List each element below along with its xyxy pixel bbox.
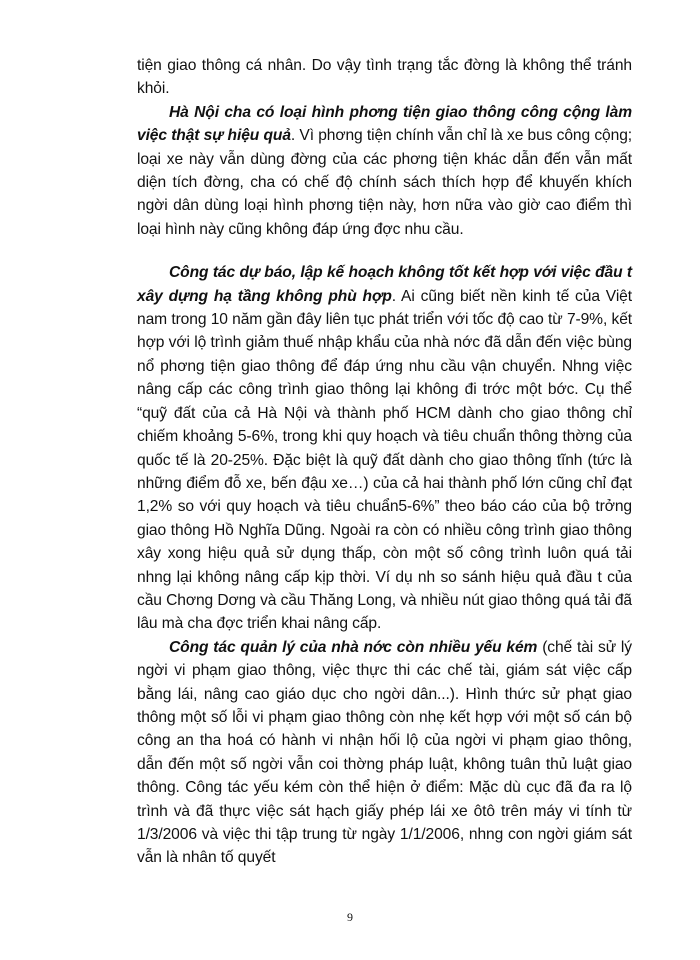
paragraph-3-heading: Công tác dự báo, lập kế hoạch không tốt kết hợp với việc đầu t xây dựng hạ tầng không phù hợp [137, 264, 632, 305]
page-number: 9 [347, 910, 353, 924]
paragraph-3-body: . Ai cũng biết nền kinh tế của Việt nam trong 10 năm gần đây liên tục phát triển với tốc độ cao từ 7-9%, kết hợp với lộ trình giảm thuế nhập khẩu của nhà nớc đã dẫn đến việc bùng nổ phơng tiện giao thông để đáp ứng nhu cầu vận chuyển. Nhng việc nâng cấp các công trình giao thông lại không đi trớc một bớc. Cụ thể “quỹ đất của cả Hà Nội và thành phố HCM dành cho giao thông chỉ chiếm khoảng 5-6%, trong khi quy hoạch và tiêu chuẩn thông thờng của quốc tế là 20-25%. Đặc biệt là quỹ đất dành cho giao thông tĩnh (tức là những điểm đỗ xe, bến đậu xe…) của cả hai thành phố lớn cũng chỉ đạt 1,2% so với quy hoạch và tiêu chuẩn5-6%” theo báo cáo của bộ trởng giao thông Hồ Nghĩa Dũng. Ngoài ra còn có nhiều công trình giao thông xây xong hiệu quả sử dụng thấp, còn một số công trình luôn quá tải nhng lại không nâng cấp kịp thời. Ví dụ nh so sánh hiệu quả đầu t của cầu Chơng Dơng và cầu Thăng Long, và nhiều nút giao thông quá tải đã lâu mà cha đợc triển khai nâng cấp. [137, 287, 632, 633]
paragraph-1: tiện giao thông cá nhân. Do vậy tình trạng tắc đờng là không thể tránh khỏi. [137, 57, 632, 98]
paragraph-2-heading: Hà Nội cha có loại hình phơng tiện giao thông công cộng làm việc thật sự hiệu quả [137, 103, 632, 145]
paragraph-3 [137, 261, 632, 636]
paragraph-4 [137, 636, 632, 870]
paragraph-2-body: . Vì phơng tiện chính vẫn chỉ là xe bus công cộng; loại xe này vẫn dùng đờng của các phơng tiện khác dẫn đến vẫn mất diện tích đờng, cha có chế độ chính sách thích hợp để khuyến khích ngời dân dùng loại hình phơng tiện này, hơn nữa vào giờ cao điểm thì loại hình này cũng không đáp ứng đợc nhu cầu. [137, 127, 632, 238]
paragraph-4-heading: Công tác quản lý của nhà nớc còn nhiều yếu kém [169, 638, 538, 656]
paragraph-2 [137, 101, 632, 241]
paragraph-4-body: (chế tài sử lý ngời vi phạm giao thông, việc thực thi các chế tài, giám sát việc cấp bằng lái, nâng cao giáo dục cho ngời dân...). Hình thức sử phạt giao thông một số lỗi vi phạm giao thông còn nhẹ kết hợp với một số cán bộ công an tha hoá có hành vi nhận hối lộ của ngời vi phạm giao thông, dẫn đến một số ngời vẫn coi thờng pháp luật, không tuân thủ luật giao thông. Công tác yếu kém còn thể hiện ở điểm: Mặc dù cục đã đa ra lộ trình và đã thực việc sát hạch giấy phép lái xe ôtô trên máy vi tính từ 1/3/2006 và việc thi tập trung từ ngày 1/1/2006, nhng con ngời giám sát vẫn là nhân tố quyết [137, 638, 632, 867]
body-text [137, 54, 632, 870]
paragraph-gap [137, 241, 632, 261]
